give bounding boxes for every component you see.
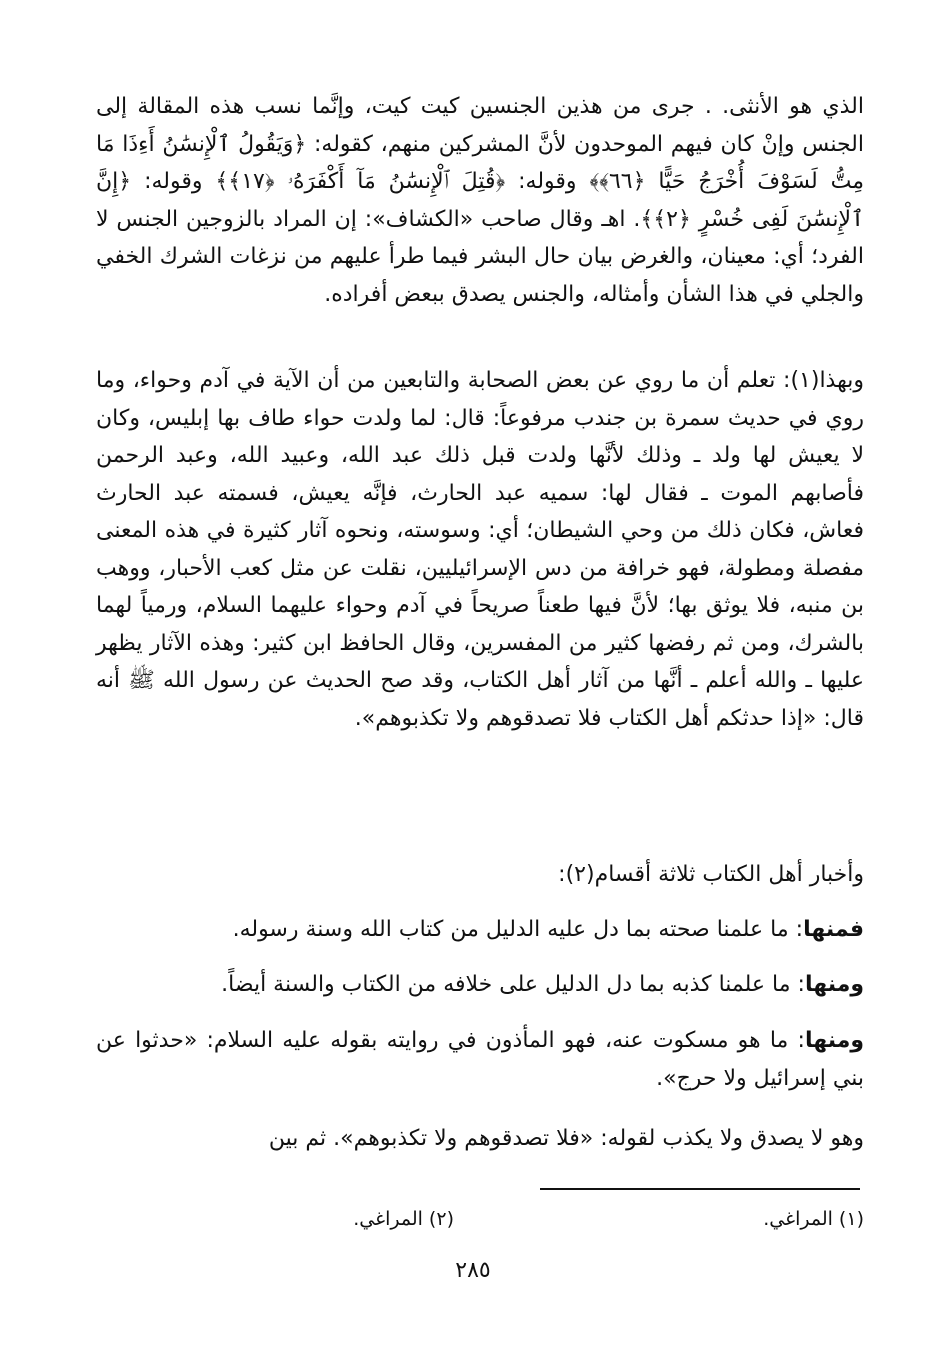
paragraph-5-text: : ما علمنا كذبه بما دل الدليل على خلافه من الكتاب والسنة أيضاً.	[221, 972, 805, 997]
footnote-divider	[540, 1188, 860, 1190]
paragraph-4-text: : ما علمنا صحته بما دل عليه الدليل من كتاب الله وسنة رسوله.	[232, 917, 804, 942]
paragraph-4-label: فمنها	[803, 917, 864, 942]
paragraph-2-text: وبهذا(١): تعلم أن ما روي عن بعض الصحابة والتابعين من أن الآية في آدم وحواء، وما روي في حديث سمرة بن جندب مرفوعاً: قال: لما ولدت حواء طاف بها إبليس، وكان لا يعيش لها ولد ـ وذلك لأنَّها ولدت قبل ذلك عبد الله، وعبيد الله، وعبد الرحمن فأصابهم الموت ـ فقال لها: سميه عبد الحارث، فإنَّه يعيش، فسمته عبد الحارث فعاش، فكان ذلك من وحي الشيطان؛ أي: وسوسته، ونحوه آثار كثيرة في هذه المعنى مفصلة ومطولة، فهو خرافة من دس الإسرائيليين، نقلت عن مثل كعب الأحبار، ووهب بن منبه، فلا يوثق بها؛ لأنَّ فيها طعناً صريحاً في آدم وحواء عليهما السلام، ورمياً لهما بالشرك، ومن ثم رفضها كثير من المفسرين، وقال الحافظ ابن كثير: وهذه الآثار يظهر عليها ـ والله أعلم ـ أنَّها من آثار أهل الكتاب، وقد صح الحديث عن رسول الله ﷺ أنه قال: «إذا حدثكم أهل الكتاب فلا تصدقوهم ولا تكذبوهم».	[96, 368, 864, 731]
paragraph-7	[96, 1120, 864, 1158]
page-number: ٢٨٥	[455, 1258, 491, 1283]
paragraph-1	[96, 88, 864, 313]
paragraph-2	[96, 362, 864, 737]
paragraph-5-label: ومنها	[804, 972, 864, 997]
paragraph-4	[96, 911, 864, 949]
footnote-1: (١) المراغي.	[763, 1208, 864, 1230]
paragraph-3	[96, 856, 864, 894]
paragraph-3-text: وأخبار أهل الكتاب ثلاثة أقسام(٢):	[558, 862, 864, 887]
paragraph-6	[96, 1022, 864, 1097]
paragraph-6-label: ومنها	[804, 1028, 864, 1053]
footnote-2: (٢) المراغي.	[353, 1208, 454, 1230]
paragraph-7-text: وهو لا يصدق ولا يكذب لقوله: «فلا تصدقوهم ولا تكذبوهم». ثم بين	[268, 1126, 864, 1151]
paragraph-1-text: الذي هو الأنثى. . جرى من هذين الجنسين كيت كيت، وإنَّما نسب هذه المقالة إلى الجنس وإنْ كان فيهم الموحدون لأنَّ المشركين منهم، كقوله: ﴿وَيَقُولُ ٱلْإِنسَٰنُ أَءِذَا مَا مِتُّ لَسَوْفَ أُخْرَجُ حَيًّا ﴿٦٦﴾﴾ وقوله: ﴿قُتِلَ ٱلْإِنسَٰنُ مَآ أَكْفَرَهُۥ ﴿١٧﴾﴾ وقوله: ﴿إِنَّ ٱلْإِنسَٰنَ لَفِى خُسْرٍ ﴿٢﴾﴾. اهـ وقال صاحب «الكشاف»: إن المراد بالزوجين الجنس لا الفرد؛ أي: معينان، والغرض بيان حال البشر فيما طرأ عليهم من نزغات الشرك الخفي والجلي في هذا الشأن وأمثاله، والجنس يصدق ببعض أفراده.	[96, 94, 865, 307]
paragraph-5	[96, 966, 864, 1004]
paragraph-6-text: : ما هو مسكوت عنه، فهو المأذون في روايته بقوله عليه السلام: «حدثوا عن بني إسرائيل ولا حرج».	[96, 1028, 864, 1091]
